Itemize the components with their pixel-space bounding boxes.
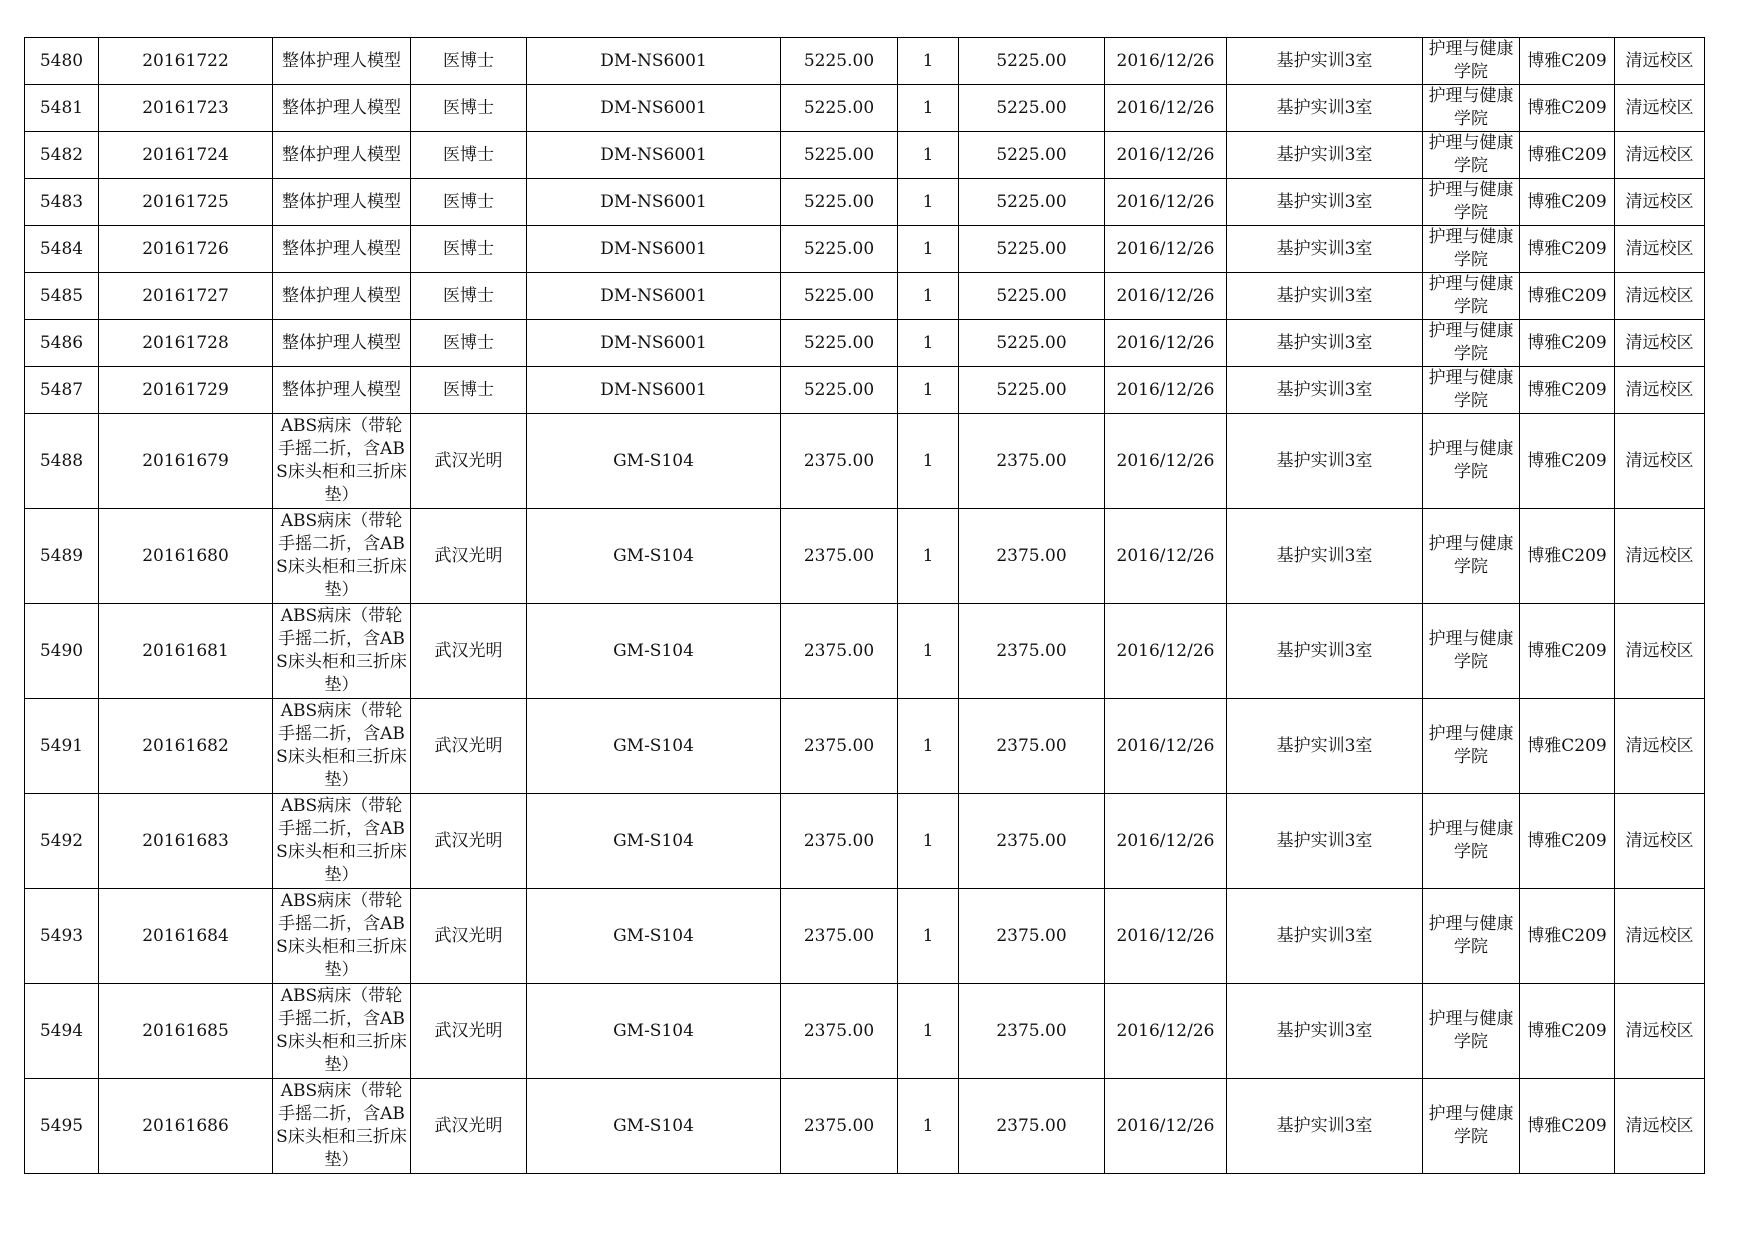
unit-price-cell: 2375.00 [781, 984, 898, 1079]
item-name-cell: 整体护理人模型 [273, 85, 411, 132]
table-row [25, 509, 1705, 604]
item-name-cell: ABS病床（带轮手摇二折，含ABS床头柜和三折床垫） [273, 794, 411, 889]
room-cell: 博雅C209 [1520, 794, 1615, 889]
unit-price-cell: 5225.00 [781, 320, 898, 367]
date-cell: 2016/12/26 [1105, 889, 1227, 984]
lab-cell: 基护实训3室 [1227, 85, 1423, 132]
table-row [25, 320, 1705, 367]
room-cell: 博雅C209 [1520, 85, 1615, 132]
table-row [25, 794, 1705, 889]
amount-cell: 5225.00 [959, 226, 1105, 273]
table-row [25, 179, 1705, 226]
lab-cell: 基护实训3室 [1227, 367, 1423, 414]
quantity-cell: 1 [898, 889, 959, 984]
room-cell: 博雅C209 [1520, 38, 1615, 85]
table-row [25, 38, 1705, 85]
campus-cell: 清远校区 [1615, 889, 1705, 984]
amount-cell: 2375.00 [959, 1079, 1105, 1174]
room-cell: 博雅C209 [1520, 320, 1615, 367]
quantity-cell: 1 [898, 38, 959, 85]
model-cell: GM-S104 [527, 604, 781, 699]
lab-cell: 基护实训3室 [1227, 984, 1423, 1079]
college-cell: 护理与健康学院 [1423, 509, 1520, 604]
campus-cell: 清远校区 [1615, 226, 1705, 273]
campus-cell: 清远校区 [1615, 699, 1705, 794]
room-cell: 博雅C209 [1520, 179, 1615, 226]
campus-cell: 清远校区 [1615, 604, 1705, 699]
brand-cell: 武汉光明 [411, 794, 527, 889]
asset-table [24, 37, 1705, 1174]
brand-cell: 武汉光明 [411, 1079, 527, 1174]
room-cell: 博雅C209 [1520, 984, 1615, 1079]
amount-cell: 5225.00 [959, 132, 1105, 179]
brand-cell: 武汉光明 [411, 414, 527, 509]
room-cell: 博雅C209 [1520, 132, 1615, 179]
lab-cell: 基护实训3室 [1227, 509, 1423, 604]
unit-price-cell: 5225.00 [781, 367, 898, 414]
room-cell: 博雅C209 [1520, 226, 1615, 273]
amount-cell: 2375.00 [959, 889, 1105, 984]
college-cell: 护理与健康学院 [1423, 367, 1520, 414]
date-cell: 2016/12/26 [1105, 85, 1227, 132]
unit-price-cell: 5225.00 [781, 179, 898, 226]
seq-cell: 5490 [25, 604, 99, 699]
table-row [25, 699, 1705, 794]
campus-cell: 清远校区 [1615, 273, 1705, 320]
unit-price-cell: 5225.00 [781, 132, 898, 179]
date-cell: 2016/12/26 [1105, 179, 1227, 226]
college-cell: 护理与健康学院 [1423, 132, 1520, 179]
item-name-cell: ABS病床（带轮手摇二折，含ABS床头柜和三折床垫） [273, 414, 411, 509]
lab-cell: 基护实训3室 [1227, 38, 1423, 85]
lab-cell: 基护实训3室 [1227, 699, 1423, 794]
asset-number-cell: 20161725 [99, 179, 273, 226]
campus-cell: 清远校区 [1615, 414, 1705, 509]
date-cell: 2016/12/26 [1105, 320, 1227, 367]
date-cell: 2016/12/26 [1105, 509, 1227, 604]
seq-cell: 5485 [25, 273, 99, 320]
quantity-cell: 1 [898, 414, 959, 509]
asset-number-cell: 20161728 [99, 320, 273, 367]
campus-cell: 清远校区 [1615, 85, 1705, 132]
college-cell: 护理与健康学院 [1423, 38, 1520, 85]
item-name-cell: 整体护理人模型 [273, 273, 411, 320]
seq-cell: 5484 [25, 226, 99, 273]
unit-price-cell: 2375.00 [781, 1079, 898, 1174]
lab-cell: 基护实训3室 [1227, 320, 1423, 367]
table-row [25, 604, 1705, 699]
campus-cell: 清远校区 [1615, 179, 1705, 226]
item-name-cell: ABS病床（带轮手摇二折，含ABS床头柜和三折床垫） [273, 509, 411, 604]
model-cell: GM-S104 [527, 794, 781, 889]
table-row [25, 226, 1705, 273]
quantity-cell: 1 [898, 320, 959, 367]
quantity-cell: 1 [898, 699, 959, 794]
unit-price-cell: 2375.00 [781, 509, 898, 604]
seq-cell: 5488 [25, 414, 99, 509]
asset-number-cell: 20161723 [99, 85, 273, 132]
item-name-cell: ABS病床（带轮手摇二折，含ABS床头柜和三折床垫） [273, 604, 411, 699]
lab-cell: 基护实训3室 [1227, 226, 1423, 273]
seq-cell: 5493 [25, 889, 99, 984]
model-cell: DM-NS6001 [527, 85, 781, 132]
room-cell: 博雅C209 [1520, 699, 1615, 794]
brand-cell: 医博士 [411, 132, 527, 179]
date-cell: 2016/12/26 [1105, 794, 1227, 889]
amount-cell: 2375.00 [959, 604, 1105, 699]
date-cell: 2016/12/26 [1105, 273, 1227, 320]
amount-cell: 2375.00 [959, 794, 1105, 889]
campus-cell: 清远校区 [1615, 1079, 1705, 1174]
brand-cell: 武汉光明 [411, 699, 527, 794]
model-cell: GM-S104 [527, 414, 781, 509]
model-cell: DM-NS6001 [527, 179, 781, 226]
room-cell: 博雅C209 [1520, 509, 1615, 604]
item-name-cell: ABS病床（带轮手摇二折，含ABS床头柜和三折床垫） [273, 984, 411, 1079]
college-cell: 护理与健康学院 [1423, 85, 1520, 132]
table-row [25, 889, 1705, 984]
table-row [25, 984, 1705, 1079]
seq-cell: 5492 [25, 794, 99, 889]
brand-cell: 武汉光明 [411, 604, 527, 699]
item-name-cell: ABS病床（带轮手摇二折，含ABS床头柜和三折床垫） [273, 1079, 411, 1174]
date-cell: 2016/12/26 [1105, 1079, 1227, 1174]
model-cell: GM-S104 [527, 889, 781, 984]
brand-cell: 医博士 [411, 226, 527, 273]
date-cell: 2016/12/26 [1105, 132, 1227, 179]
quantity-cell: 1 [898, 85, 959, 132]
asset-number-cell: 20161726 [99, 226, 273, 273]
table-row [25, 132, 1705, 179]
brand-cell: 医博士 [411, 85, 527, 132]
unit-price-cell: 5225.00 [781, 226, 898, 273]
quantity-cell: 1 [898, 132, 959, 179]
asset-number-cell: 20161682 [99, 699, 273, 794]
campus-cell: 清远校区 [1615, 984, 1705, 1079]
college-cell: 护理与健康学院 [1423, 226, 1520, 273]
item-name-cell: 整体护理人模型 [273, 179, 411, 226]
campus-cell: 清远校区 [1615, 367, 1705, 414]
amount-cell: 2375.00 [959, 984, 1105, 1079]
brand-cell: 武汉光明 [411, 509, 527, 604]
seq-cell: 5491 [25, 699, 99, 794]
unit-price-cell: 2375.00 [781, 604, 898, 699]
college-cell: 护理与健康学院 [1423, 984, 1520, 1079]
unit-price-cell: 2375.00 [781, 699, 898, 794]
seq-cell: 5489 [25, 509, 99, 604]
asset-number-cell: 20161686 [99, 1079, 273, 1174]
room-cell: 博雅C209 [1520, 367, 1615, 414]
amount-cell: 5225.00 [959, 273, 1105, 320]
date-cell: 2016/12/26 [1105, 414, 1227, 509]
date-cell: 2016/12/26 [1105, 604, 1227, 699]
unit-price-cell: 2375.00 [781, 889, 898, 984]
seq-cell: 5480 [25, 38, 99, 85]
unit-price-cell: 2375.00 [781, 794, 898, 889]
quantity-cell: 1 [898, 226, 959, 273]
lab-cell: 基护实训3室 [1227, 273, 1423, 320]
amount-cell: 2375.00 [959, 699, 1105, 794]
brand-cell: 医博士 [411, 320, 527, 367]
quantity-cell: 1 [898, 984, 959, 1079]
brand-cell: 医博士 [411, 367, 527, 414]
seq-cell: 5483 [25, 179, 99, 226]
unit-price-cell: 5225.00 [781, 38, 898, 85]
date-cell: 2016/12/26 [1105, 984, 1227, 1079]
asset-number-cell: 20161724 [99, 132, 273, 179]
college-cell: 护理与健康学院 [1423, 604, 1520, 699]
table-row [25, 1079, 1705, 1174]
campus-cell: 清远校区 [1615, 509, 1705, 604]
room-cell: 博雅C209 [1520, 273, 1615, 320]
amount-cell: 5225.00 [959, 38, 1105, 85]
brand-cell: 医博士 [411, 179, 527, 226]
item-name-cell: ABS病床（带轮手摇二折，含ABS床头柜和三折床垫） [273, 699, 411, 794]
brand-cell: 医博士 [411, 38, 527, 85]
lab-cell: 基护实训3室 [1227, 604, 1423, 699]
date-cell: 2016/12/26 [1105, 38, 1227, 85]
amount-cell: 5225.00 [959, 85, 1105, 132]
lab-cell: 基护实训3室 [1227, 132, 1423, 179]
campus-cell: 清远校区 [1615, 794, 1705, 889]
campus-cell: 清远校区 [1615, 320, 1705, 367]
table-row [25, 367, 1705, 414]
college-cell: 护理与健康学院 [1423, 889, 1520, 984]
model-cell: DM-NS6001 [527, 38, 781, 85]
item-name-cell: 整体护理人模型 [273, 38, 411, 85]
quantity-cell: 1 [898, 179, 959, 226]
college-cell: 护理与健康学院 [1423, 1079, 1520, 1174]
quantity-cell: 1 [898, 509, 959, 604]
item-name-cell: 整体护理人模型 [273, 367, 411, 414]
model-cell: GM-S104 [527, 699, 781, 794]
date-cell: 2016/12/26 [1105, 226, 1227, 273]
asset-number-cell: 20161683 [99, 794, 273, 889]
brand-cell: 武汉光明 [411, 984, 527, 1079]
item-name-cell: 整体护理人模型 [273, 226, 411, 273]
table-row [25, 273, 1705, 320]
seq-cell: 5482 [25, 132, 99, 179]
item-name-cell: 整体护理人模型 [273, 320, 411, 367]
amount-cell: 2375.00 [959, 414, 1105, 509]
asset-number-cell: 20161727 [99, 273, 273, 320]
quantity-cell: 1 [898, 367, 959, 414]
asset-number-cell: 20161722 [99, 38, 273, 85]
seq-cell: 5494 [25, 984, 99, 1079]
campus-cell: 清远校区 [1615, 132, 1705, 179]
lab-cell: 基护实训3室 [1227, 889, 1423, 984]
amount-cell: 5225.00 [959, 179, 1105, 226]
quantity-cell: 1 [898, 604, 959, 699]
asset-number-cell: 20161681 [99, 604, 273, 699]
lab-cell: 基护实训3室 [1227, 1079, 1423, 1174]
item-name-cell: ABS病床（带轮手摇二折，含ABS床头柜和三折床垫） [273, 889, 411, 984]
date-cell: 2016/12/26 [1105, 699, 1227, 794]
brand-cell: 医博士 [411, 273, 527, 320]
college-cell: 护理与健康学院 [1423, 414, 1520, 509]
room-cell: 博雅C209 [1520, 889, 1615, 984]
room-cell: 博雅C209 [1520, 604, 1615, 699]
model-cell: DM-NS6001 [527, 367, 781, 414]
model-cell: DM-NS6001 [527, 320, 781, 367]
item-name-cell: 整体护理人模型 [273, 132, 411, 179]
campus-cell: 清远校区 [1615, 38, 1705, 85]
college-cell: 护理与健康学院 [1423, 273, 1520, 320]
amount-cell: 5225.00 [959, 320, 1105, 367]
amount-cell: 5225.00 [959, 367, 1105, 414]
asset-number-cell: 20161684 [99, 889, 273, 984]
amount-cell: 2375.00 [959, 509, 1105, 604]
unit-price-cell: 5225.00 [781, 85, 898, 132]
model-cell: DM-NS6001 [527, 226, 781, 273]
college-cell: 护理与健康学院 [1423, 179, 1520, 226]
unit-price-cell: 2375.00 [781, 414, 898, 509]
table-body [25, 38, 1705, 1174]
date-cell: 2016/12/26 [1105, 367, 1227, 414]
seq-cell: 5487 [25, 367, 99, 414]
model-cell: GM-S104 [527, 1079, 781, 1174]
brand-cell: 武汉光明 [411, 889, 527, 984]
room-cell: 博雅C209 [1520, 414, 1615, 509]
model-cell: DM-NS6001 [527, 132, 781, 179]
seq-cell: 5486 [25, 320, 99, 367]
college-cell: 护理与健康学院 [1423, 699, 1520, 794]
room-cell: 博雅C209 [1520, 1079, 1615, 1174]
seq-cell: 5495 [25, 1079, 99, 1174]
asset-number-cell: 20161680 [99, 509, 273, 604]
model-cell: DM-NS6001 [527, 273, 781, 320]
quantity-cell: 1 [898, 794, 959, 889]
table-row [25, 85, 1705, 132]
seq-cell: 5481 [25, 85, 99, 132]
model-cell: GM-S104 [527, 984, 781, 1079]
table-row [25, 414, 1705, 509]
unit-price-cell: 5225.00 [781, 273, 898, 320]
asset-number-cell: 20161679 [99, 414, 273, 509]
college-cell: 护理与健康学院 [1423, 794, 1520, 889]
asset-number-cell: 20161729 [99, 367, 273, 414]
model-cell: GM-S104 [527, 509, 781, 604]
asset-number-cell: 20161685 [99, 984, 273, 1079]
lab-cell: 基护实训3室 [1227, 414, 1423, 509]
quantity-cell: 1 [898, 1079, 959, 1174]
lab-cell: 基护实训3室 [1227, 179, 1423, 226]
quantity-cell: 1 [898, 273, 959, 320]
college-cell: 护理与健康学院 [1423, 320, 1520, 367]
lab-cell: 基护实训3室 [1227, 794, 1423, 889]
